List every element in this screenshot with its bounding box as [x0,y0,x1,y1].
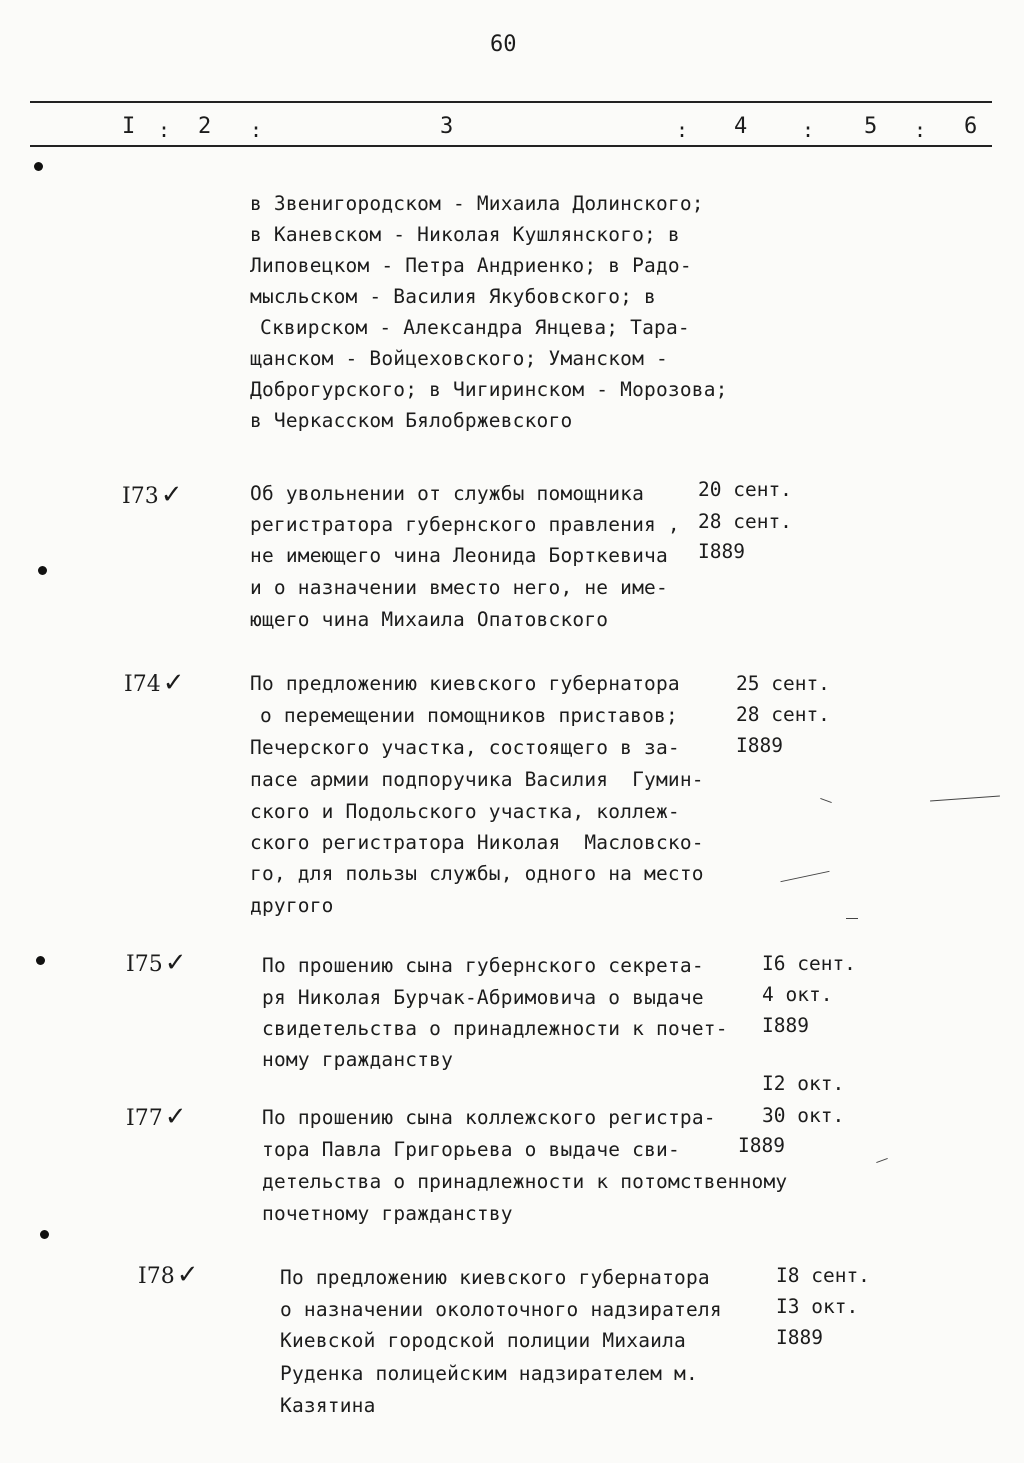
header-bottom-rule [30,145,992,147]
entry-line: Об увольнении от службы помощника [250,482,645,505]
entry-line: По предложению киевского губернатора [280,1266,710,1289]
date-start: I2 окт. [762,1072,845,1095]
entry-line: и о назначении вместо него, не име- [250,576,668,599]
continuation-line: в Черкасском Бялобржевского [250,409,573,432]
entry-number-text: I77 [126,1106,163,1131]
entry-line: По прошению сына коллежского регистра- [262,1106,716,1129]
entry-line: го, для пользы службы, одного на место [250,862,704,885]
entry-line: Руденка полицейским надзирателем м. [280,1362,698,1385]
entry-line: ному гражданству [262,1048,454,1071]
entry-line: не имеющего чина Леонида Борткевича [250,544,668,567]
checkmark-icon: ✓ [164,948,187,978]
continuation-line: щанском - Войцеховского; Уманском - [250,347,668,370]
continuation-line: Липовецком - Петра Андриенко; в Радо- [250,254,692,277]
entry-line: почетному гражданству [262,1202,513,1225]
column-separator: : [914,118,927,142]
entry-number [122,480,182,510]
entry-line: пасе армии подпоручика Василия Гумин- [250,768,704,791]
stray-mark [780,871,829,882]
entry-line: свидетельства о принадлежности к почет- [262,1017,728,1040]
continuation-line: в Каневском - Николая Кушлянского; в [250,223,680,246]
binding-hole [36,956,45,965]
date-year: I889 [738,1134,785,1157]
checkmark-icon: ✓ [164,1102,187,1132]
binding-hole [34,162,43,171]
date-start: 20 сент. [698,478,792,501]
column-3-header: 3 [440,114,454,139]
page-number: 60 [490,32,517,57]
header-top-rule [30,101,992,103]
continuation-line: в Звенигородском - Михаила Долинского; [250,192,704,215]
entry-number-text: I73 [122,484,159,509]
entry-line: тора Павла Григорьева о выдаче сви- [262,1138,680,1161]
column-separator: : [250,118,263,142]
stray-mark [846,918,858,919]
entry-line: Печерского участка, состоящего в за- [250,736,680,759]
entry-line: о назначении околоточного надзирателя [280,1298,722,1321]
entry-line: ского и Подольского участка, коллеж- [250,800,680,823]
column-2-header: 2 [198,114,212,139]
column-separator: : [676,118,689,142]
column-separator: : [802,118,815,142]
date-year: I889 [698,540,745,563]
date-end: 28 сент. [698,510,792,533]
entry-number-text: I75 [126,952,163,977]
entry-line: Казятина [280,1394,376,1417]
entry-line: ря Николая Бурчак-Абримовича о выдаче [262,986,704,1009]
continuation-line: Сквирском - Александра Янцева; Тара- [260,316,690,339]
entry-line: По предложению киевского губернатора [250,672,680,695]
entry-number [124,668,184,698]
continuation-line: мысльском - Василия Якубовского; в [250,285,656,308]
column-6-header: 6 [964,114,978,139]
date-end: 30 окт. [762,1104,845,1127]
date-end: 4 окт. [762,983,833,1006]
column-1-header: I [122,114,136,139]
column-separator: : [158,118,171,142]
column-4-header: 4 [734,114,748,139]
entry-number-text: I74 [124,672,161,697]
date-year: I889 [776,1326,823,1349]
date-end: I3 окт. [776,1295,859,1318]
date-start: 25 сент. [736,672,830,695]
checkmark-icon: ✓ [162,668,185,698]
stray-mark [876,1158,888,1163]
entry-line: ского регистратора Николая Масловско- [250,831,704,854]
entry-number [138,1260,198,1290]
date-year: I889 [736,734,783,757]
continuation-line: Доброгурского; в Чигиринском - Морозова; [250,378,728,401]
entry-line: Киевской городской полиции Михаила [280,1329,686,1352]
stray-mark [820,798,832,803]
checkmark-icon: ✓ [176,1260,199,1290]
binding-hole [40,1230,49,1239]
entry-number-text: I78 [138,1264,175,1289]
date-start: I6 сент. [762,952,856,975]
stray-mark [930,796,1000,802]
entry-line: детельства о принадлежности к потомственному [262,1170,788,1193]
entry-number [126,1102,186,1132]
entry-line: о перемещении помощников приставов; [260,704,678,727]
entry-number [126,948,186,978]
entry-line: ющего чина Михаила Опатовского [250,608,609,631]
entry-line: По прошению сына губернского секрета- [262,954,704,977]
column-5-header: 5 [864,114,878,139]
date-year: I889 [762,1014,809,1037]
date-start: I8 сент. [776,1264,870,1287]
checkmark-icon: ✓ [160,480,183,510]
binding-hole [38,566,47,575]
entry-line: регистратора губернского правления , [250,513,680,536]
entry-line: другого [250,894,334,917]
date-end: 28 сент. [736,703,830,726]
